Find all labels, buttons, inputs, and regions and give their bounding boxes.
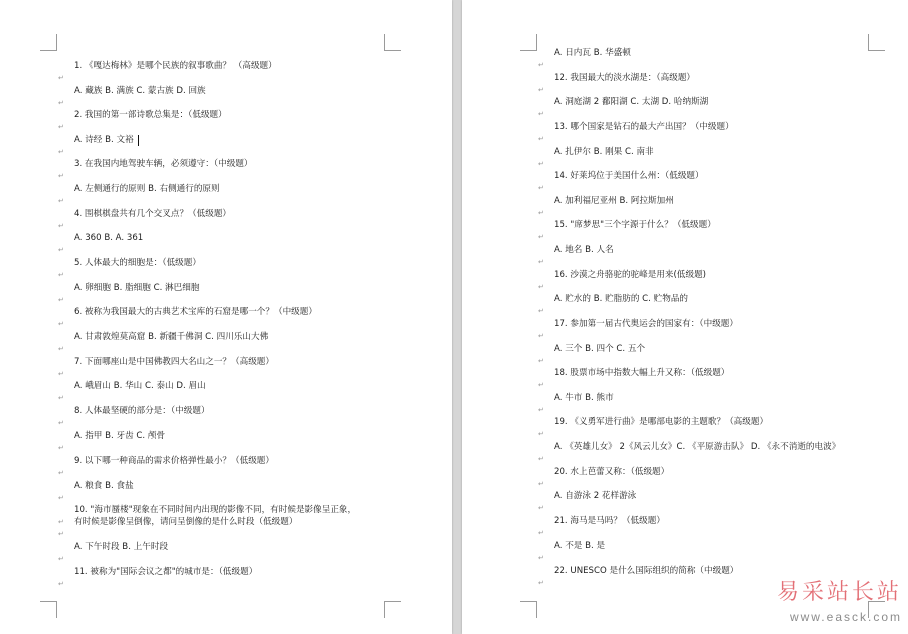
text-line: A. 贮水的 B. 贮脂肪的 C. 贮物品的 (554, 294, 689, 304)
margin-corner-top-left (40, 34, 57, 51)
paragraph-mark: ↵ (58, 123, 64, 131)
text-line: A. 三个 B. 四个 C. 五个 (554, 344, 646, 354)
text-line: 18. 股票市场中指数大幅上升又称：（低级题） (554, 368, 730, 378)
text-line: A. 粮食 B. 食盐 (74, 481, 134, 491)
paragraph-mark: ↵ (538, 135, 544, 143)
margin-corner-top-right (868, 34, 885, 51)
document-page-left[interactable] (0, 0, 452, 634)
paragraph-mark: ↵ (538, 455, 544, 463)
paragraph-mark: ↵ (58, 444, 64, 452)
text-line: A. 自游泳 2 花样游泳 (554, 491, 637, 501)
paragraph-mark: ↵ (58, 518, 64, 526)
text-cursor (138, 135, 139, 146)
margin-corner-bottom-left (40, 601, 57, 618)
text-line: 2. 我国的第一部诗歌总集是：（低级题） (74, 110, 227, 120)
text-line: 13. 哪个国家是钻石的最大产出国？（中级题） (554, 122, 734, 132)
paragraph-mark: ↵ (538, 504, 544, 512)
text-line: 有时候是影像呈倒像，请问呈倒像的是什么时段（低级题） (74, 517, 298, 527)
paragraph-mark: ↵ (538, 480, 544, 488)
text-line: 17. 参加第一届古代奥运会的国家有：（中级题） (554, 319, 738, 329)
paragraph-mark: ↵ (538, 381, 544, 389)
paragraph-mark: ↵ (538, 209, 544, 217)
text-line: 7. 下面哪座山是中国佛教四大名山之一？（高级题） (74, 357, 274, 367)
paragraph-mark: ↵ (58, 296, 64, 304)
text-line: 1. 《嘎达梅林》是哪个民族的叙事歌曲？ （高级题） (74, 61, 277, 71)
margin-corner-top-left (520, 34, 537, 51)
paragraph-mark: ↵ (538, 430, 544, 438)
paragraph-mark: ↵ (58, 222, 64, 230)
text-line: A. 地名 B. 人名 (554, 245, 614, 255)
text-line: A. 甘肃敦煌莫高窟 B. 新疆千佛洞 C. 四川乐山大佛 (74, 332, 269, 342)
text-line: A. 左侧通行的原则 B. 右侧通行的原则 (74, 184, 220, 194)
text-line: A. 牛市 B. 熊市 (554, 393, 614, 403)
paragraph-mark: ↵ (58, 197, 64, 205)
text-line: 8. 人体最坚硬的部分是：（中级题） (74, 406, 210, 416)
paragraph-mark: ↵ (538, 332, 544, 340)
paragraph-mark: ↵ (58, 99, 64, 107)
text-line: 12. 我国最大的淡水湖是：（高级题） (554, 73, 696, 83)
text-line: A. 扎伊尔 B. 刚果 C. 南非 (554, 147, 654, 157)
text-line: 14. 好莱坞位于美国什么州：（低级题） (554, 171, 704, 181)
paragraph-mark: ↵ (538, 529, 544, 537)
paragraph-mark: ↵ (58, 494, 64, 502)
paragraph-mark: ↵ (58, 419, 64, 427)
text-line: A. 藏族 B. 满族 C. 蒙古族 D. 回族 (74, 86, 206, 96)
paragraph-mark: ↵ (538, 86, 544, 94)
text-line: A. 卵细胞 B. 脂细胞 C. 淋巴细胞 (74, 283, 200, 293)
paragraph-mark: ↵ (58, 530, 64, 538)
paragraph-mark: ↵ (538, 61, 544, 69)
paragraph-mark: ↵ (538, 184, 544, 192)
margin-corner-bottom-left (520, 601, 537, 618)
text-line: A. 360 B. A. 361 (74, 233, 144, 243)
site-watermark (752, 580, 902, 630)
paragraph-mark: ↵ (538, 258, 544, 266)
document-page-right[interactable] (462, 0, 908, 634)
text-line: 16. 沙漠之舟骆驼的驼峰是用来(低级题) (554, 270, 707, 280)
paragraph-mark: ↵ (538, 283, 544, 291)
paragraph-mark: ↵ (538, 554, 544, 562)
paragraph-mark: ↵ (538, 233, 544, 241)
paragraph-mark: ↵ (58, 172, 64, 180)
paragraph-mark: ↵ (58, 469, 64, 477)
text-line: A. 峨眉山 B. 华山 C. 泰山 D. 眉山 (74, 381, 206, 391)
text-line: 5. 人体最大的细胞是：（低级题） (74, 258, 201, 268)
paragraph-mark: ↵ (58, 580, 64, 588)
text-line: A. 指甲 B. 牙齿 C. 颅骨 (74, 431, 166, 441)
text-line: A. 《英雄儿女》 2《风云儿女》C. 《平原游击队》 D. 《永不消逝的电波》 (554, 442, 841, 452)
text-line: A. 洞庭湖 2 鄱阳湖 C. 太湖 D. 哈纳斯湖 (554, 97, 709, 107)
margin-corner-top-right (384, 34, 401, 51)
text-line: 21. 海马是马吗？（低级题） (554, 516, 665, 526)
text-line: 11. 被称为"国际会议之都"的城市是：（低级题） (74, 567, 258, 577)
paragraph-mark: ↵ (58, 345, 64, 353)
text-line: 20. 水上芭蕾又称：（低级题） (554, 467, 670, 477)
text-line: A. 加利福尼亚州 B. 阿拉斯加州 (554, 196, 674, 206)
watermark-logo-text: 易采站长站 (776, 580, 902, 605)
text-line: A. 日内瓦 B. 华盛顿 (554, 48, 631, 58)
paragraph-mark: ↵ (58, 394, 64, 402)
paragraph-mark: ↵ (58, 271, 64, 279)
margin-corner-bottom-right (384, 601, 401, 618)
paragraph-mark: ↵ (58, 320, 64, 328)
text-line: 9. 以下哪一种商品的需求价格弹性最小？（低级题） (74, 456, 274, 466)
paragraph-mark: ↵ (58, 370, 64, 378)
paragraph-mark: ↵ (58, 74, 64, 82)
text-line: 19. 《义勇军进行曲》是哪部电影的主题歌？（高级题） (554, 417, 769, 427)
text-line: 3. 在我国内地驾驶车辆，必须遵守：（中级题） (74, 159, 253, 169)
paragraph-mark: ↵ (58, 148, 64, 156)
paragraph-mark: ↵ (538, 307, 544, 315)
text-line: A. 不是 B. 是 (554, 541, 606, 551)
text-line: A. 诗经 B. 文裕 (74, 135, 134, 145)
text-line: A. 下午时段 B. 上午时段 (74, 542, 169, 552)
text-line: 4. 围棋棋盘共有几个交叉点？（低级题） (74, 209, 232, 219)
paragraph-mark: ↵ (538, 160, 544, 168)
text-line: 22. UNESCO 是什么国际组织的简称（中级题） (554, 566, 739, 576)
watermark-url: www.easck.com (789, 610, 902, 624)
paragraph-mark: ↵ (538, 110, 544, 118)
text-line: 15. "席梦思"三个字源于什么？（低级题） (554, 220, 716, 230)
text-line: 10. "海市蜃楼"现象在不同时间内出现的影像不同，有时候是影像呈正象， (74, 505, 357, 515)
paragraph-mark: ↵ (58, 555, 64, 563)
text-line: 6. 被称为我国最大的古典艺术宝库的石窟是哪一个？（中级题） (74, 307, 317, 317)
paragraph-mark: ↵ (538, 357, 544, 365)
paragraph-mark: ↵ (538, 579, 544, 587)
paragraph-mark: ↵ (58, 246, 64, 254)
paragraph-mark: ↵ (538, 406, 544, 414)
